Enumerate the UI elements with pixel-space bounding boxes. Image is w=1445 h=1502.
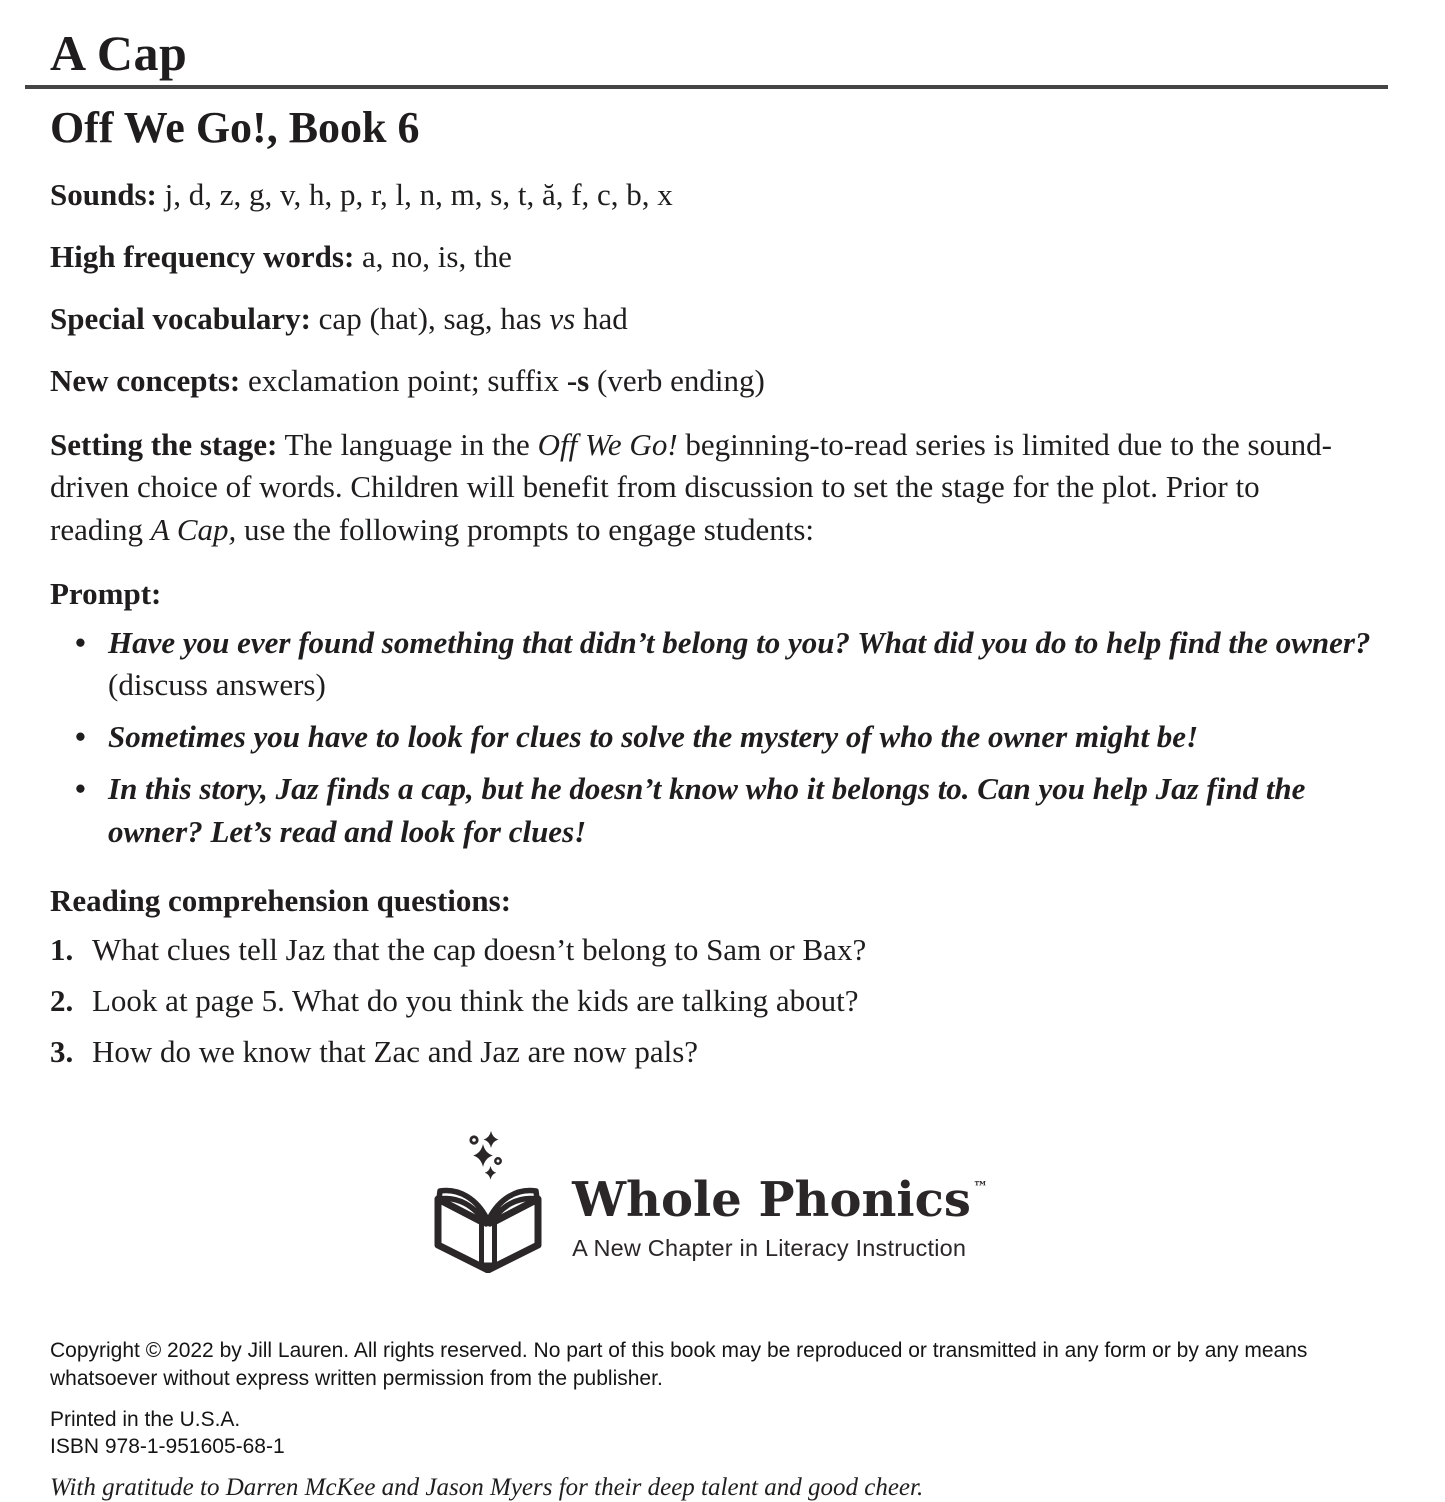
footer-block: [50, 1337, 1390, 1502]
question-2: [50, 981, 1390, 1021]
hfw-label: High frequency words:: [50, 239, 355, 275]
question-2-number: 2.: [50, 983, 74, 1019]
printing-info: [50, 1406, 1390, 1461]
new-concepts-line: [50, 362, 1390, 400]
question-3-number: 3.: [50, 1034, 74, 1070]
question-1-number: 1.: [50, 931, 74, 967]
title-divider: [25, 85, 1388, 89]
bullet-icon: •: [75, 719, 86, 755]
vocab-pre: cap (hat), sag, has: [318, 301, 542, 337]
setting-seg1: The language in the: [284, 426, 530, 462]
copyright-notice: [50, 1337, 1390, 1393]
vocab-label: Special vocabulary:: [50, 301, 311, 337]
sounds-label: Sounds:: [50, 177, 157, 213]
vocab-post: had: [582, 301, 628, 337]
sounds-line: [50, 176, 1390, 214]
sounds-value: j, d, z, g, v, h, p, r, l, n, m, s, t, ă, f, c, b, x: [164, 177, 673, 213]
copyright-line-2: whatsoever without express written permission from the publisher.: [50, 1366, 663, 1390]
setting-seg3: beginning-to-read series is limited due to the sound-driven choice of words. Children will benefit from discussion to set the stage for the plot. Prior to reading: [50, 426, 1332, 548]
question-1: [50, 930, 1390, 970]
prompt-bullet-3-text: In this story, Jaz finds a cap, but he doesn’t know who it belongs to. Can you help Jaz find the owner? Let’s read and look for clues!: [108, 771, 1306, 849]
question-2-text: Look at page 5. What do you think the kids are talking about?: [92, 983, 859, 1019]
concepts-label: New concepts:: [50, 362, 241, 398]
open-book-sparkles-icon: [428, 1131, 548, 1273]
high-frequency-words-line: [50, 238, 1390, 276]
setting-series-title: Off We Go!: [537, 426, 678, 462]
bullet-icon: •: [75, 624, 86, 660]
hfw-value: a, no, is, the: [362, 239, 512, 275]
book-subtitle: Off We Go!, Book 6: [50, 103, 420, 152]
special-vocabulary-line: [50, 300, 1390, 338]
whole-phonics-logo: [38, 1131, 1378, 1273]
setting-book-title: A Cap,: [150, 512, 237, 548]
prompt-bullet-1: [75, 622, 1390, 706]
setting-seg5: use the following prompts to engage students:: [244, 512, 815, 548]
prompt-bullet-2: [75, 716, 1390, 758]
vocab-italic: vs: [549, 301, 576, 337]
trademark-symbol: ™: [972, 1177, 988, 1196]
setting-label: Setting the stage:: [50, 426, 278, 462]
gratitude-note: With gratitude to Darren McKee and Jason Myers for their deep talent and good cheer.: [50, 1474, 924, 1502]
question-3-text: How do we know that Zac and Jaz are now pals?: [92, 1034, 699, 1070]
prompt-list: [50, 622, 1390, 853]
question-3: [50, 1032, 1390, 1072]
logo-text-block: [572, 1142, 988, 1262]
prompt-bullet-2-text: Sometimes you have to look for clues to solve the mystery of who the owner might be!: [108, 719, 1199, 755]
concepts-pre: exclamation point; suffix: [248, 362, 560, 398]
reading-questions-heading: Reading comprehension questions:: [50, 882, 512, 918]
logo-tagline: A New Chapter in Literacy Instruction: [572, 1234, 967, 1261]
copyright-line-1: Copyright © 2022 by Jill Lauren. All rights reserved. No part of this book may be reproduced or transmitted in any form or by any means: [50, 1338, 1308, 1362]
concepts-bold: -s: [566, 362, 590, 398]
prompt-bullet-3: [75, 768, 1390, 852]
page-title: A Cap: [50, 25, 188, 81]
prompt-heading: Prompt:: [50, 575, 162, 611]
question-1-text: What clues tell Jaz that the cap doesn’t belong to Sam or Bax?: [92, 931, 867, 967]
bullet-icon: •: [75, 771, 86, 807]
reading-questions-list: [50, 930, 1390, 1073]
isbn: ISBN 978-1-951605-68-1: [50, 1435, 285, 1459]
printed-in: Printed in the U.S.A.: [50, 1407, 241, 1431]
prompt-bullet-1-text: Have you ever found something that didn’t belong to you? What did you do to help find the owner? (discuss answers): [108, 624, 1371, 703]
concepts-post: (verb ending): [597, 362, 765, 398]
logo-wordmark: Whole Phonics: [572, 1171, 971, 1228]
setting-the-stage-paragraph: [50, 424, 1360, 552]
